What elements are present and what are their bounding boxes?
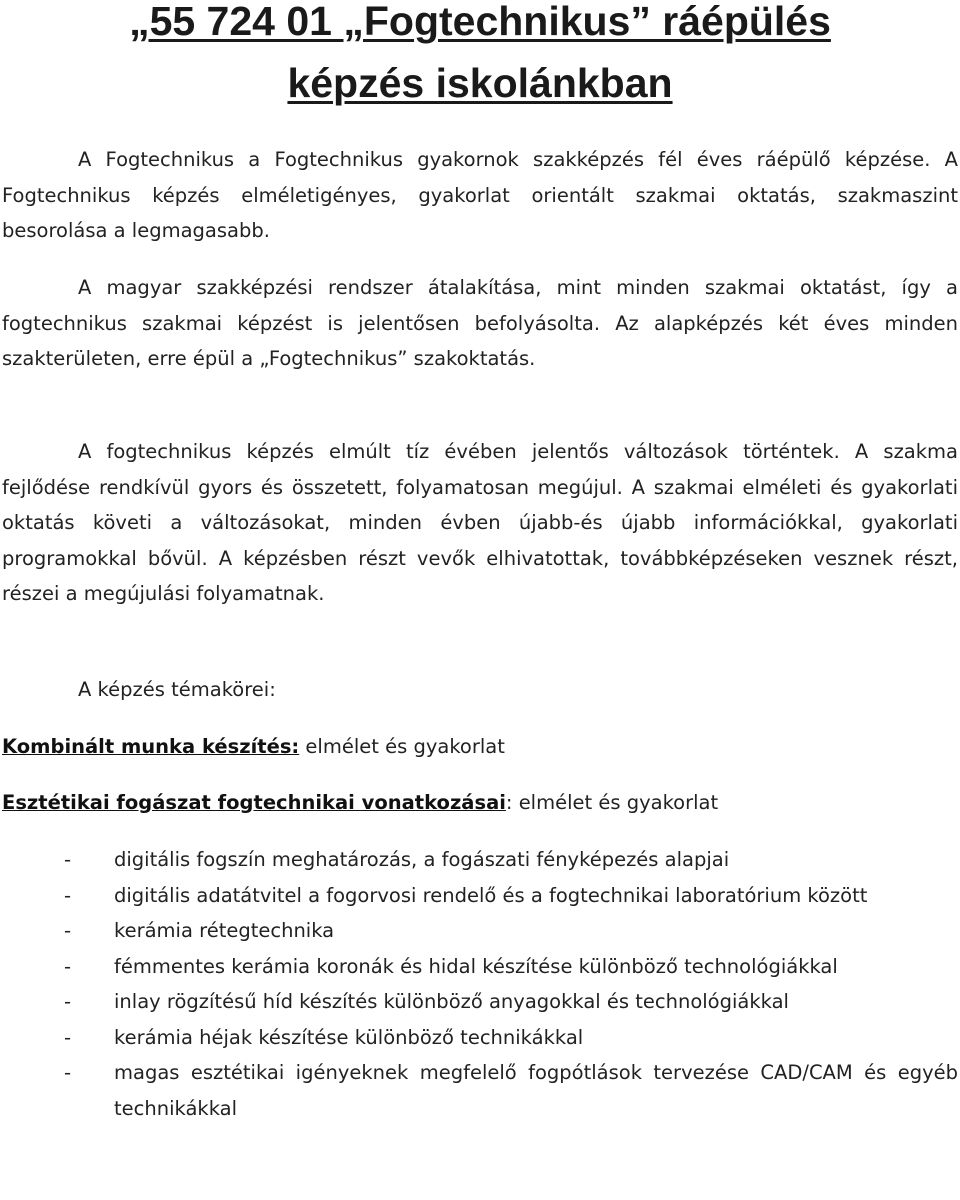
topic-2-note: : elmélet és gyakorlat: [505, 791, 719, 814]
list-item: - inlay rögzítésű híd készítés különböző anyagokkal és technológiákkal: [64, 984, 958, 1020]
list-item: - kerámia rétegtechnika: [64, 913, 958, 949]
paragraph-2: A magyar szakképzési rendszer átalakítása, mint minden szakmai oktatást, így a fogtechnikus szakmai képzést is jelentősen befolyásolta. Az alapképzés két éves minden szakterületen, erre épül a „Fogtechnikus” szakoktatás.: [2, 276, 958, 370]
topic-2-bullet-list: [64, 842, 958, 1126]
topic-1: [2, 729, 958, 765]
title-line-1: „55 724 01 „Fogtechnikus” ráépülés: [129, 0, 831, 44]
dash-marker: -: [64, 848, 72, 871]
topic-2-title: Esztétikai fogászat fogtechnikai vonatkozásai: [2, 791, 506, 814]
dash-marker: -: [64, 954, 72, 978]
paragraph-3: A fogtechnikus képzés elmúlt tíz évében jelentős változások történtek. A szakma fejlődése rendkívül gyors és összetett, folyamatosan megújul. A szakmai elméleti és gyakorlati oktatás követi a változásokat, minden évben újabb-és újabb információkkal, gyakorlati programokkal bővül. A képzésben részt vevők elhivatottak, továbbképzéseken vesznek részt, részei a megújulási folyamatnak.: [2, 440, 958, 605]
list-item: - magas esztétikai igényeknek megfelelő fogpótlások tervezése CAD/CAM és egyéb technikákkal: [64, 1055, 958, 1126]
topics-heading: A képzés témakörei:: [78, 678, 276, 701]
page-title: [30, 0, 930, 114]
list-item: - fémmentes kerámia koronák és hidal készítése különböző technológiákkal: [64, 949, 958, 985]
list-item: - kerámia héjak készítése különböző technikákkal: [64, 1020, 958, 1056]
topic-1-note: elmélet és gyakorlat: [299, 735, 505, 758]
topic-1-block: [2, 729, 958, 765]
dash-marker: -: [64, 1025, 72, 1049]
dash-marker: -: [64, 919, 72, 942]
changes-section: [2, 434, 958, 612]
topics-heading-block: [2, 672, 958, 708]
reform-section: [2, 270, 958, 377]
paragraph-1: A Fogtechnikus a Fogtechnikus gyakornok szakképzés fél éves ráépülő képzése. A Fogtechnikus képzés elméletigényes, gyakorlat orientált szakmai oktatás, szakmaszint besorolása a legmagasabb.: [2, 148, 958, 242]
list-item: - digitális fogszín meghatározás, a fogászati fényképezés alapjai: [64, 842, 958, 878]
topic-2: [2, 785, 958, 821]
intro-section: [2, 142, 958, 249]
title-line-2: képzés iskolánkban: [287, 60, 673, 106]
dash-marker: -: [64, 990, 72, 1013]
dash-marker: -: [64, 1061, 72, 1084]
topic-1-title: Kombinált munka készítés:: [2, 735, 300, 758]
list-item: - digitális adatátvitel a fogorvosi rendelő és a fogtechnikai laboratórium között: [64, 878, 958, 914]
dash-marker: -: [64, 883, 72, 907]
topic-2-block: [2, 785, 958, 821]
